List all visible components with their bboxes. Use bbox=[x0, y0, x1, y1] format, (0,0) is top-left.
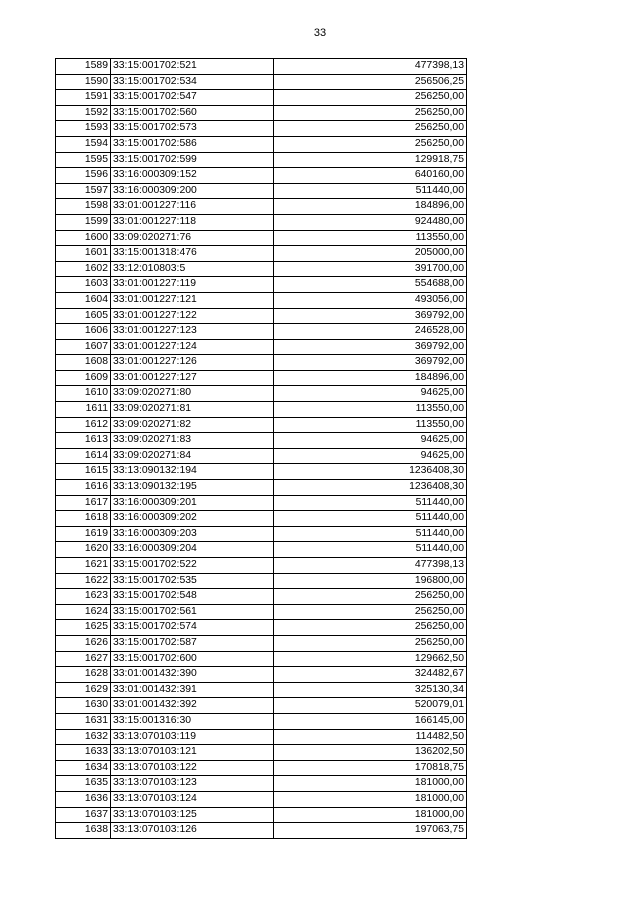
cadastral-value-cell: 256250,00 bbox=[274, 90, 467, 106]
table-row bbox=[56, 776, 467, 792]
table-row bbox=[56, 464, 467, 480]
table-row bbox=[56, 495, 467, 511]
table-row bbox=[56, 152, 467, 168]
cadastral-number-cell: 33:15:001702:599 bbox=[111, 152, 274, 168]
row-number-cell: 1623 bbox=[56, 589, 111, 605]
table-row bbox=[56, 635, 467, 651]
cadastral-number-cell: 33:15:001702:560 bbox=[111, 105, 274, 121]
cadastral-value-cell: 256250,00 bbox=[274, 589, 467, 605]
row-number-cell: 1606 bbox=[56, 324, 111, 340]
cadastral-value-cell: 511440,00 bbox=[274, 511, 467, 527]
table-row bbox=[56, 573, 467, 589]
cadastral-number-cell: 33:13:070103:121 bbox=[111, 745, 274, 761]
row-number-cell: 1618 bbox=[56, 511, 111, 527]
table-row bbox=[56, 604, 467, 620]
cadastral-number-cell: 33:15:001702:548 bbox=[111, 589, 274, 605]
table-row bbox=[56, 339, 467, 355]
cadastral-value-cell: 369792,00 bbox=[274, 308, 467, 324]
cadastral-value-cell: 197063,75 bbox=[274, 823, 467, 839]
cadastral-value-table bbox=[55, 58, 467, 839]
table-row bbox=[56, 667, 467, 683]
cadastral-number-cell: 33:16:000309:152 bbox=[111, 168, 274, 184]
cadastral-number-cell: 33:15:001702:534 bbox=[111, 74, 274, 90]
row-number-cell: 1616 bbox=[56, 480, 111, 496]
row-number-cell: 1635 bbox=[56, 776, 111, 792]
cadastral-value-cell: 136202,50 bbox=[274, 745, 467, 761]
cadastral-number-cell: 33:16:000309:202 bbox=[111, 511, 274, 527]
table-row bbox=[56, 620, 467, 636]
row-number-cell: 1621 bbox=[56, 558, 111, 574]
table-row bbox=[56, 698, 467, 714]
row-number-cell: 1595 bbox=[56, 152, 111, 168]
cadastral-value-cell: 256250,00 bbox=[274, 121, 467, 137]
table-row bbox=[56, 355, 467, 371]
cadastral-value-cell: 129662,50 bbox=[274, 651, 467, 667]
table-row bbox=[56, 682, 467, 698]
table-row bbox=[56, 448, 467, 464]
row-number-cell: 1626 bbox=[56, 635, 111, 651]
row-number-cell: 1627 bbox=[56, 651, 111, 667]
cadastral-value-cell: 129918,75 bbox=[274, 152, 467, 168]
table-row bbox=[56, 558, 467, 574]
cadastral-value-cell: 1236408,30 bbox=[274, 464, 467, 480]
table-row bbox=[56, 292, 467, 308]
cadastral-number-cell: 33:09:020271:80 bbox=[111, 386, 274, 402]
cadastral-value-cell: 924480,00 bbox=[274, 214, 467, 230]
cadastral-number-cell: 33:01:001227:122 bbox=[111, 308, 274, 324]
cadastral-value-cell: 166145,00 bbox=[274, 713, 467, 729]
cadastral-number-cell: 33:01:001432:391 bbox=[111, 682, 274, 698]
cadastral-number-cell: 33:15:001318:476 bbox=[111, 246, 274, 262]
cadastral-value-cell: 256250,00 bbox=[274, 620, 467, 636]
table-row bbox=[56, 386, 467, 402]
cadastral-value-cell: 520079,01 bbox=[274, 698, 467, 714]
table-row bbox=[56, 589, 467, 605]
cadastral-value-cell: 511440,00 bbox=[274, 526, 467, 542]
table-row bbox=[56, 433, 467, 449]
cadastral-number-cell: 33:15:001702:587 bbox=[111, 635, 274, 651]
cadastral-value-cell: 477398,13 bbox=[274, 59, 467, 75]
cadastral-number-cell: 33:01:001227:118 bbox=[111, 214, 274, 230]
cadastral-number-cell: 33:15:001702:547 bbox=[111, 90, 274, 106]
row-number-cell: 1632 bbox=[56, 729, 111, 745]
cadastral-value-cell: 205000,00 bbox=[274, 246, 467, 262]
row-number-cell: 1630 bbox=[56, 698, 111, 714]
row-number-cell: 1600 bbox=[56, 230, 111, 246]
cadastral-value-cell: 256250,00 bbox=[274, 105, 467, 121]
table-row bbox=[56, 199, 467, 215]
cadastral-value-cell: 554688,00 bbox=[274, 277, 467, 293]
row-number-cell: 1624 bbox=[56, 604, 111, 620]
cadastral-number-cell: 33:01:001227:126 bbox=[111, 355, 274, 371]
row-number-cell: 1607 bbox=[56, 339, 111, 355]
cadastral-value-cell: 113550,00 bbox=[274, 230, 467, 246]
cadastral-number-cell: 33:15:001702:574 bbox=[111, 620, 274, 636]
table-row bbox=[56, 480, 467, 496]
cadastral-value-cell: 324482,67 bbox=[274, 667, 467, 683]
cadastral-value-cell: 256250,00 bbox=[274, 635, 467, 651]
row-number-cell: 1599 bbox=[56, 214, 111, 230]
cadastral-number-cell: 33:15:001702:586 bbox=[111, 136, 274, 152]
cadastral-number-cell: 33:15:001702:521 bbox=[111, 59, 274, 75]
table-row bbox=[56, 807, 467, 823]
row-number-cell: 1637 bbox=[56, 807, 111, 823]
cadastral-value-cell: 184896,00 bbox=[274, 199, 467, 215]
row-number-cell: 1622 bbox=[56, 573, 111, 589]
cadastral-number-cell: 33:15:001702:535 bbox=[111, 573, 274, 589]
cadastral-number-cell: 33:01:001227:127 bbox=[111, 370, 274, 386]
row-number-cell: 1602 bbox=[56, 261, 111, 277]
table-row bbox=[56, 261, 467, 277]
row-number-cell: 1634 bbox=[56, 760, 111, 776]
cadastral-number-cell: 33:13:090132:194 bbox=[111, 464, 274, 480]
cadastral-value-cell: 256250,00 bbox=[274, 136, 467, 152]
row-number-cell: 1594 bbox=[56, 136, 111, 152]
cadastral-value-cell: 325130,34 bbox=[274, 682, 467, 698]
row-number-cell: 1604 bbox=[56, 292, 111, 308]
cadastral-number-cell: 33:09:020271:84 bbox=[111, 448, 274, 464]
cadastral-value-cell: 493056,00 bbox=[274, 292, 467, 308]
table-body bbox=[56, 59, 467, 839]
cadastral-number-cell: 33:13:070103:122 bbox=[111, 760, 274, 776]
table-row bbox=[56, 791, 467, 807]
row-number-cell: 1596 bbox=[56, 168, 111, 184]
cadastral-number-cell: 33:13:090132:195 bbox=[111, 480, 274, 496]
table-row bbox=[56, 74, 467, 90]
cadastral-value-cell: 196800,00 bbox=[274, 573, 467, 589]
table-row bbox=[56, 168, 467, 184]
table-row bbox=[56, 823, 467, 839]
cadastral-number-cell: 33:15:001702:522 bbox=[111, 558, 274, 574]
cadastral-number-cell: 33:13:070103:119 bbox=[111, 729, 274, 745]
row-number-cell: 1597 bbox=[56, 183, 111, 199]
table-row bbox=[56, 526, 467, 542]
row-number-cell: 1628 bbox=[56, 667, 111, 683]
cadastral-number-cell: 33:09:020271:83 bbox=[111, 433, 274, 449]
row-number-cell: 1638 bbox=[56, 823, 111, 839]
table-row bbox=[56, 370, 467, 386]
table-row bbox=[56, 105, 467, 121]
cadastral-number-cell: 33:15:001316:30 bbox=[111, 713, 274, 729]
cadastral-number-cell: 33:01:001227:119 bbox=[111, 277, 274, 293]
row-number-cell: 1614 bbox=[56, 448, 111, 464]
cadastral-number-cell: 33:01:001227:121 bbox=[111, 292, 274, 308]
table-row bbox=[56, 324, 467, 340]
row-number-cell: 1609 bbox=[56, 370, 111, 386]
cadastral-number-cell: 33:01:001227:124 bbox=[111, 339, 274, 355]
cadastral-number-cell: 33:13:070103:124 bbox=[111, 791, 274, 807]
row-number-cell: 1605 bbox=[56, 308, 111, 324]
cadastral-value-cell: 256506,25 bbox=[274, 74, 467, 90]
row-number-cell: 1617 bbox=[56, 495, 111, 511]
cadastral-number-cell: 33:01:001227:123 bbox=[111, 324, 274, 340]
cadastral-number-cell: 33:09:020271:76 bbox=[111, 230, 274, 246]
row-number-cell: 1593 bbox=[56, 121, 111, 137]
cadastral-number-cell: 33:13:070103:126 bbox=[111, 823, 274, 839]
cadastral-value-cell: 181000,00 bbox=[274, 776, 467, 792]
row-number-cell: 1611 bbox=[56, 402, 111, 418]
table-row bbox=[56, 214, 467, 230]
row-number-cell: 1625 bbox=[56, 620, 111, 636]
cadastral-value-cell: 256250,00 bbox=[274, 604, 467, 620]
table-row bbox=[56, 246, 467, 262]
row-number-cell: 1613 bbox=[56, 433, 111, 449]
cadastral-value-cell: 511440,00 bbox=[274, 542, 467, 558]
table-row bbox=[56, 760, 467, 776]
cadastral-value-cell: 184896,00 bbox=[274, 370, 467, 386]
row-number-cell: 1601 bbox=[56, 246, 111, 262]
row-number-cell: 1592 bbox=[56, 105, 111, 121]
cadastral-number-cell: 33:09:020271:81 bbox=[111, 402, 274, 418]
table-row bbox=[56, 713, 467, 729]
row-number-cell: 1615 bbox=[56, 464, 111, 480]
cadastral-value-cell: 113550,00 bbox=[274, 417, 467, 433]
table-row bbox=[56, 402, 467, 418]
table-row bbox=[56, 90, 467, 106]
cadastral-value-cell: 94625,00 bbox=[274, 386, 467, 402]
cadastral-value-cell: 246528,00 bbox=[274, 324, 467, 340]
cadastral-value-cell: 94625,00 bbox=[274, 448, 467, 464]
cadastral-value-cell: 94625,00 bbox=[274, 433, 467, 449]
cadastral-number-cell: 33:01:001227:116 bbox=[111, 199, 274, 215]
cadastral-value-cell: 369792,00 bbox=[274, 355, 467, 371]
row-number-cell: 1619 bbox=[56, 526, 111, 542]
row-number-cell: 1633 bbox=[56, 745, 111, 761]
row-number-cell: 1631 bbox=[56, 713, 111, 729]
cadastral-value-cell: 113550,00 bbox=[274, 402, 467, 418]
table-row bbox=[56, 230, 467, 246]
cadastral-value-cell: 640160,00 bbox=[274, 168, 467, 184]
cadastral-number-cell: 33:16:000309:200 bbox=[111, 183, 274, 199]
cadastral-value-cell: 511440,00 bbox=[274, 183, 467, 199]
row-number-cell: 1629 bbox=[56, 682, 111, 698]
row-number-cell: 1608 bbox=[56, 355, 111, 371]
table-row bbox=[56, 121, 467, 137]
table-row bbox=[56, 729, 467, 745]
cadastral-value-cell: 181000,00 bbox=[274, 791, 467, 807]
cadastral-number-cell: 33:01:001432:392 bbox=[111, 698, 274, 714]
cadastral-number-cell: 33:01:001432:390 bbox=[111, 667, 274, 683]
cadastral-value-cell: 477398,13 bbox=[274, 558, 467, 574]
table-row bbox=[56, 136, 467, 152]
cadastral-value-cell: 369792,00 bbox=[274, 339, 467, 355]
row-number-cell: 1589 bbox=[56, 59, 111, 75]
row-number-cell: 1590 bbox=[56, 74, 111, 90]
cadastral-number-cell: 33:09:020271:82 bbox=[111, 417, 274, 433]
row-number-cell: 1610 bbox=[56, 386, 111, 402]
cadastral-value-cell: 391700,00 bbox=[274, 261, 467, 277]
row-number-cell: 1603 bbox=[56, 277, 111, 293]
cadastral-number-cell: 33:15:001702:573 bbox=[111, 121, 274, 137]
cadastral-number-cell: 33:16:000309:203 bbox=[111, 526, 274, 542]
cadastral-number-cell: 33:15:001702:561 bbox=[111, 604, 274, 620]
table-row bbox=[56, 183, 467, 199]
cadastral-number-cell: 33:12:010803:5 bbox=[111, 261, 274, 277]
cadastral-value-cell: 511440,00 bbox=[274, 495, 467, 511]
table-row bbox=[56, 277, 467, 293]
table-row bbox=[56, 59, 467, 75]
cadastral-number-cell: 33:16:000309:204 bbox=[111, 542, 274, 558]
cadastral-value-cell: 181000,00 bbox=[274, 807, 467, 823]
table-row bbox=[56, 417, 467, 433]
cadastral-value-cell: 170818,75 bbox=[274, 760, 467, 776]
table-row bbox=[56, 308, 467, 324]
row-number-cell: 1620 bbox=[56, 542, 111, 558]
row-number-cell: 1636 bbox=[56, 791, 111, 807]
row-number-cell: 1598 bbox=[56, 199, 111, 215]
table-row bbox=[56, 745, 467, 761]
table-row bbox=[56, 651, 467, 667]
cadastral-number-cell: 33:16:000309:201 bbox=[111, 495, 274, 511]
row-number-cell: 1612 bbox=[56, 417, 111, 433]
table-row bbox=[56, 542, 467, 558]
cadastral-number-cell: 33:15:001702:600 bbox=[111, 651, 274, 667]
cadastral-value-cell: 1236408,30 bbox=[274, 480, 467, 496]
cadastral-value-cell: 114482,50 bbox=[274, 729, 467, 745]
page-number: 33 bbox=[313, 27, 327, 39]
cadastral-number-cell: 33:13:070103:123 bbox=[111, 776, 274, 792]
table-row bbox=[56, 511, 467, 527]
row-number-cell: 1591 bbox=[56, 90, 111, 106]
cadastral-number-cell: 33:13:070103:125 bbox=[111, 807, 274, 823]
